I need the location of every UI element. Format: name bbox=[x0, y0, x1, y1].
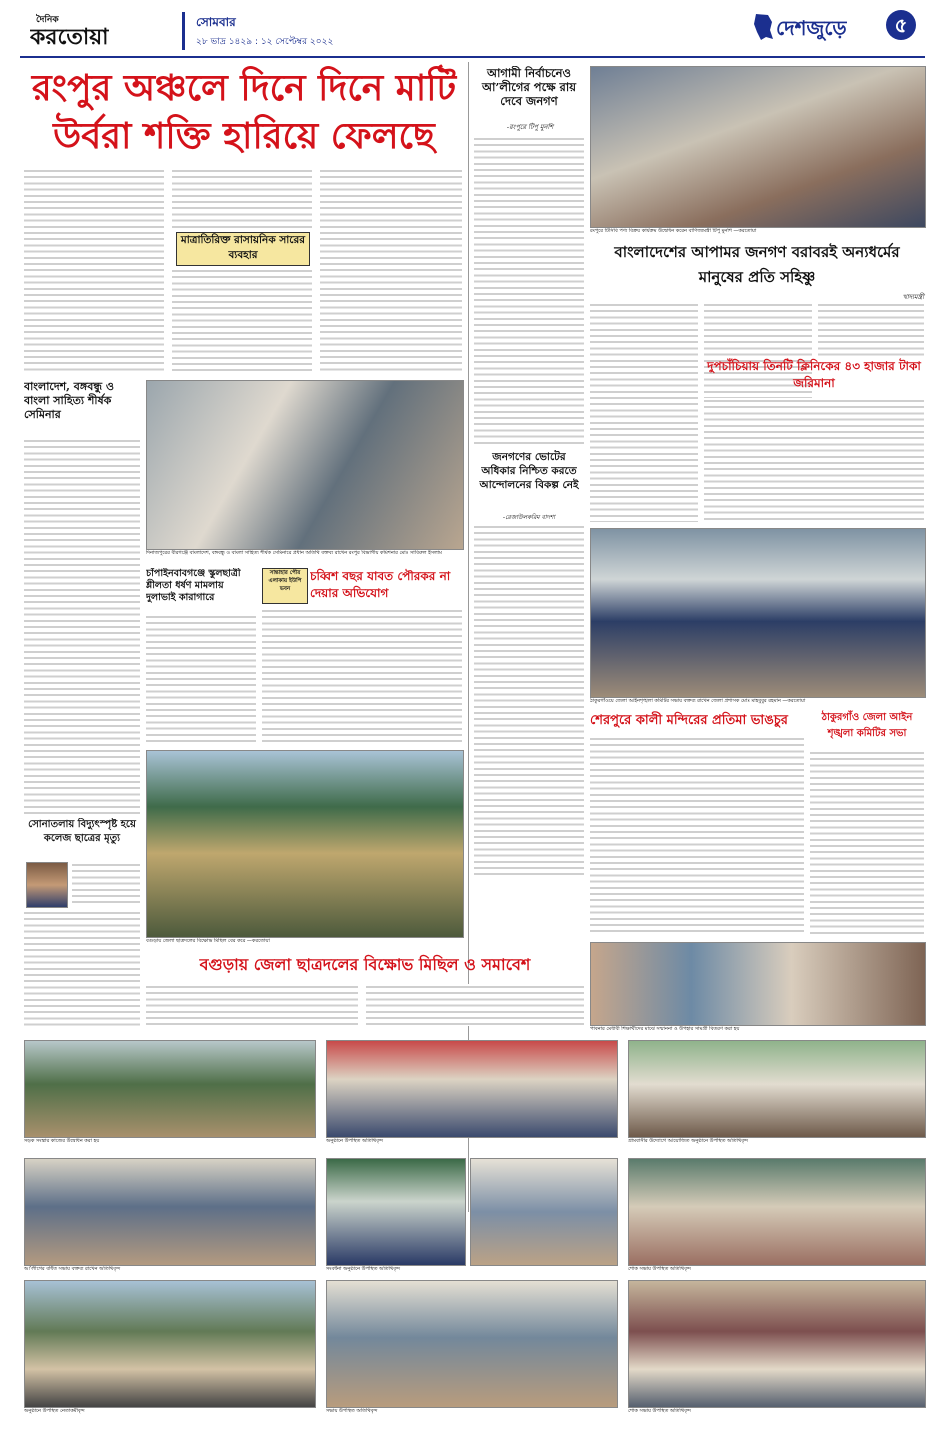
section-title: দেশজুড়ে bbox=[776, 16, 847, 40]
logo: করতোয়া bbox=[30, 24, 109, 50]
page-number: ৫ bbox=[886, 10, 916, 40]
caption-road: সড়ক সংস্কার কাজের উদ্বোধন করা হয় bbox=[24, 1138, 100, 1144]
caption-bottom-right-top: শোক সভায় উপস্থিত অতিথিবৃন্দ bbox=[628, 1266, 691, 1272]
clinic-headline: দুপচাঁচিয়ায় তিনটি ক্লিনিকের ৪৩ হাজার টাকা জরিমানা bbox=[707, 359, 921, 390]
photo-rally bbox=[146, 750, 464, 938]
electro-body-2 bbox=[24, 910, 140, 1026]
photo-top-right bbox=[590, 66, 926, 228]
lead-body-col2b bbox=[172, 268, 312, 373]
caption-gift: পাবনার মেধাবী শিক্ষার্থীদের মাঝে সম্মাননা ও উপহার সামগ্রী বিতরণ করা হয় bbox=[590, 1026, 740, 1032]
caption-conference: আ’লীগের বর্ধিত সভায় বক্তব্য রাখেন অতিথিবৃন্দ bbox=[24, 1266, 121, 1272]
caption-bottom-left: অনুষ্ঠানে উপস্থিত নেতাকর্মীবৃন্দ bbox=[24, 1408, 85, 1414]
masthead-day: সোমবার bbox=[196, 15, 236, 29]
vote-headline: জনগণের ভোটের অধিকার নিশ্চিত করতে আন্দোলনের বিকল্প নেই bbox=[479, 451, 579, 491]
rape-body bbox=[146, 614, 256, 746]
tax-body bbox=[262, 608, 462, 746]
chhatradal-headline: বগুড়ায় জেলা ছাত্রদলের বিক্ষোভ মিছিল ও সমাবেশ bbox=[199, 955, 531, 974]
lead-subhead-box bbox=[176, 232, 310, 266]
photo-road bbox=[24, 1040, 316, 1138]
masthead bbox=[0, 0, 945, 62]
photo-bottom-right-top bbox=[628, 1158, 926, 1266]
lead-body-col1 bbox=[24, 168, 164, 373]
electro-body bbox=[72, 862, 140, 906]
chhatradal-body-col1 bbox=[146, 984, 358, 1026]
photo-mosque bbox=[628, 1040, 926, 1138]
lead-body-col3 bbox=[320, 168, 462, 373]
photo-seminar bbox=[146, 380, 464, 550]
tolerance-body-col3 bbox=[818, 302, 924, 356]
tax-badge: সান্তাহার পৌর এলাকায় ইউপি ভবন bbox=[268, 570, 302, 592]
photo-award bbox=[326, 1158, 466, 1266]
tolerance-headline: বাংলাদেশের আপামর জনগণ বরাবরই অন্যধর্মের মানুষের প্রতি সহিষ্ণু bbox=[614, 243, 900, 286]
logo-small: দৈনিক bbox=[36, 15, 59, 25]
caption-top-right: রংপুরে টিসিবি পণ্য বিক্রয় কার্যক্রম উদ্বোধন করেন বাণিজ্যমন্ত্রী টিপু মুনশি —করতোয়া bbox=[590, 228, 757, 234]
temple-body bbox=[590, 736, 804, 936]
photo-conference bbox=[24, 1158, 316, 1266]
masthead-date: ২৮ ভাদ্র ১৪২৯ : ১২ সেপ্টেম্বর ২০২২ bbox=[196, 37, 334, 47]
tolerance-byline: খাদ্যমন্ত্রী bbox=[902, 293, 924, 301]
masthead-rule bbox=[20, 56, 925, 58]
thakurgaon-body bbox=[810, 750, 924, 936]
election-byline: -রংপুরে টিপু মুনশি bbox=[506, 123, 554, 131]
chhatradal-body-col2 bbox=[366, 984, 584, 1026]
election-headline: আগামী নির্বাচনেও আ’লীগের পক্ষে রায় দেবে জনগণ bbox=[482, 66, 576, 108]
caption-bottom-mid: সভায় উপস্থিত অতিথিবৃন্দ bbox=[326, 1408, 378, 1414]
masthead-divider bbox=[182, 12, 185, 50]
temple-headline: শেরপুরে কালী মন্দিরের প্রতিমা ভাঙচুর bbox=[590, 713, 788, 728]
lead-subhead: মাত্রাতিরিক্ত রাসায়নিক সারের ব্যবহার bbox=[180, 234, 306, 261]
tax-headline: চব্বিশ বছর যাবত পৌরকর না দেয়ার অভিযোগ bbox=[310, 569, 451, 600]
caption-mosque: গ্রামবাসীর উদ্যোগে আয়োজিত অনুষ্ঠানে উপস্থিত অতিথিবৃন্দ bbox=[628, 1138, 749, 1144]
rape-headline: চাঁপাইনবাবগঞ্জে স্কুলছাত্রী শ্লীলতা ধর্ষণ মামলায় দুলাভাই কারাগারে bbox=[146, 568, 241, 603]
tolerance-body-col1 bbox=[590, 302, 698, 522]
caption-rally: বগুড়ায় জেলা ছাত্রদলের বিক্ষোভ মিছিল বের করে —করতোয়া bbox=[146, 938, 270, 944]
photo-bottom-mid bbox=[326, 1280, 618, 1408]
caption-seminar: দিনাজপুরের বীরগঞ্জে বাংলাদেশ, বঙ্গবন্ধু ও বাংলা সাহিত্য শীর্ষক সেমিনারে প্রধান অতিথি বক্তব্য রাখেন রংপুর বিভাগীয় কমিশনার মোঃ সাবিরুল ইসলাম bbox=[146, 550, 442, 556]
seminar-body bbox=[24, 438, 140, 814]
caption-bottom-right-2: শোক সভায় উপস্থিত অতিথিবৃন্দ bbox=[628, 1408, 691, 1414]
vote-byline: -রেজাউলকরিম বাদশা bbox=[502, 514, 556, 521]
photo-bottom-right bbox=[628, 1280, 926, 1408]
bangladesh-map-icon bbox=[752, 12, 774, 42]
electro-headline: সোনাতলায় বিদ্যুৎস্পৃষ্ট হয়ে কলেজ ছাত্রের মৃত্যু bbox=[28, 819, 136, 844]
clinic-body bbox=[704, 398, 924, 522]
thakurgaon-headline: ঠাকুরগাঁও জেলা আইন শৃঙ্খলা কমিটির সভা bbox=[821, 712, 913, 739]
photo-student bbox=[26, 862, 68, 908]
lead-headline: রংপুর অঞ্চলে দিনে দিনে মাটি উর্বরা শক্তি হারিয়ে ফেলছে bbox=[31, 67, 457, 157]
caption-award: সংবর্ধনা অনুষ্ঠানে উপস্থিত অতিথিবৃন্দ bbox=[326, 1266, 401, 1272]
election-body bbox=[474, 136, 584, 446]
tax-badge-box bbox=[262, 568, 308, 604]
photo-meeting bbox=[590, 528, 926, 698]
caption-event: অনুষ্ঠানে উপস্থিত অতিথিবৃন্দ bbox=[326, 1138, 383, 1144]
lead-body-col2 bbox=[172, 168, 312, 228]
seminar-headline: বাংলাদেশ, বঙ্গবন্ধু ও বাংলা সাহিত্য শীর্ষক সেমিনার bbox=[24, 380, 114, 421]
photo-award-2 bbox=[470, 1158, 618, 1266]
photo-gift bbox=[590, 942, 926, 1026]
vote-body bbox=[474, 524, 584, 878]
caption-meeting: ঠাকুরগাঁওয়ে জেলা আইনশৃঙ্খলা কমিটির সভায় বক্তব্য রাখেন জেলা প্রশাসক মোঃ মাহবুবুর রহমান —করতোয়া bbox=[590, 698, 806, 704]
photo-bottom-left bbox=[24, 1280, 316, 1408]
photo-event bbox=[326, 1040, 618, 1138]
